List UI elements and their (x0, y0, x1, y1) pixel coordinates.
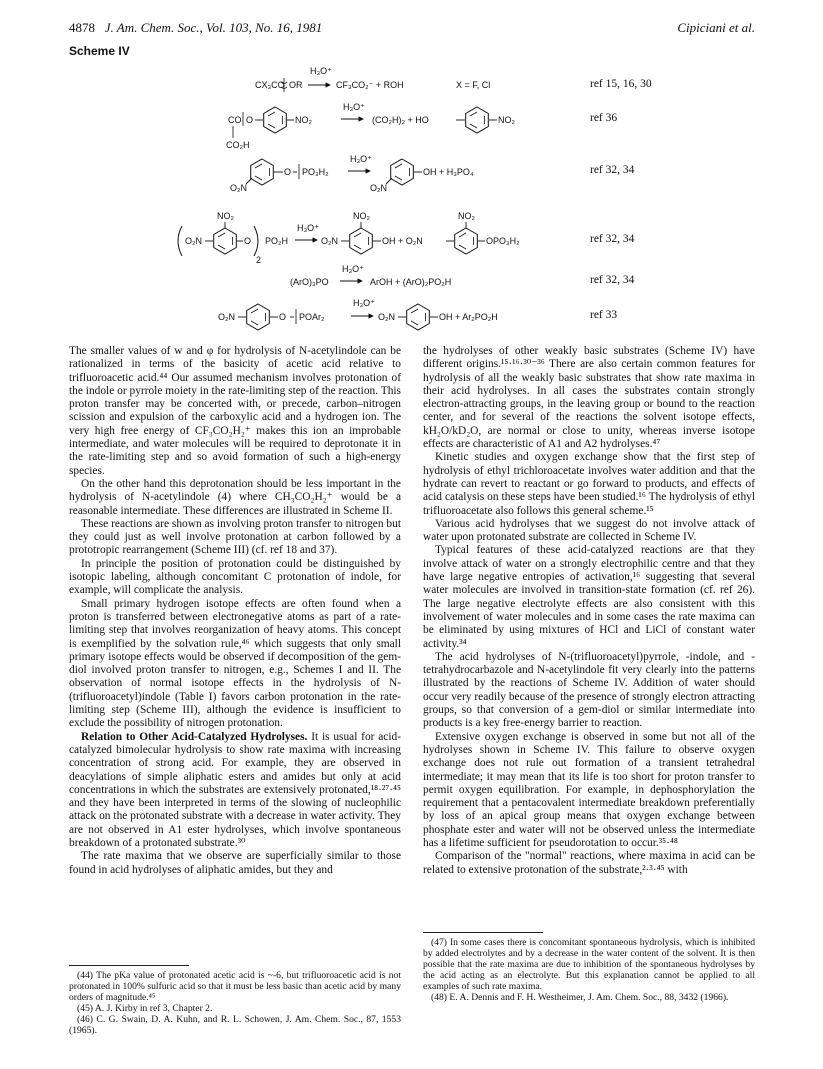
scheme-drawing (160, 60, 590, 342)
row5-reactant: (ArO)₃PO (290, 277, 329, 287)
paragraph: Extensive oxygen exchange is observed in some but not all of the hydrolyses shown in Scheme IV. This failure to observe oxygen exchange does not rule out formation of a transient tetrahedral intermediate; it may mean that its life is too short for proton transfer to permit oxygen equilibration. For example, in dephosphorylation the requirement that a pentacovalent intermediate breakdown preferentially by loss of an apical group means that oxygen exchange between phosphate ester and water will not be observed unless the intermediate has a lifetime sufficient for pseudorotation to occur.³⁵·⁴⁸ (423, 730, 755, 849)
row4-catalyst: H₃O⁺ (297, 223, 319, 233)
row4-phosphinic: PO₂H (265, 236, 288, 246)
row3-phosphono: PO₃H₂ (302, 167, 329, 177)
left-column (69, 345, 401, 877)
row5-products: ArOH + (ArO)₂PO₂H (370, 277, 452, 287)
ref-row2: ref 36 (590, 112, 618, 124)
journal-citation (69, 20, 322, 36)
paragraph: On the other hand this deprotonation should be less important in the hydrolysis of N-acetylindole (4) where CH₃CO₂H₂⁺ would be a reasonable intermediate. These differences are illustrated in Scheme II. (69, 477, 401, 517)
row4-phosphate: OPO₃H₂ (486, 236, 520, 246)
row2-nitro: NO₂ (295, 115, 312, 125)
row1-reactant: CX₃CO (255, 80, 285, 90)
row4-products: OH + O₂N (382, 236, 423, 246)
row6-products: OH + Ar₂PO₂H (439, 312, 498, 322)
paragraph: Small primary hydrogen isotope effects are often found when a proton is transferred between electronegative atoms as part of a rate-limiting step that involves reorganization of heavy atoms. This concept is exemplified by the solvation rule,⁴⁶ which suggests that only small primary isotope effects would be observed if decomposition of the gem-diol involved proton transfer to nitrogen, e.g., Schemes I and II. The observation of normal isotope effects in the hydrolysis of N-(trifluoroacetyl)indole (Table I) favors carbon protonation in the rate-limiting step (Scheme III), although the evidence is insufficient to exclude the possibility of nitrogen protonation. (69, 597, 401, 730)
paragraph: Comparison of the "normal" reactions, where maxima in acid can be related to extensive protonation of the substrate,²·³·⁴⁵ with (423, 850, 755, 876)
page-header (69, 20, 755, 40)
row1-condition: X = F, Cl (456, 80, 491, 90)
row2-nitro-product: NO₂ (498, 115, 515, 125)
row2-catalyst: H₃O⁺ (343, 102, 365, 112)
ref-row3: ref 32, 34 (590, 164, 635, 176)
reaction-scheme (160, 60, 720, 342)
footnote: (46) C. G. Swain, D. A. Kuhn, and R. L. Schowen, J. Am. Chem. Soc., 87, 1553 (1965). (69, 1014, 401, 1036)
page-number: 4878 (69, 20, 95, 35)
footnotes-right (423, 937, 755, 1003)
row3-catalyst: H₃O⁺ (350, 154, 372, 164)
ref-row1: ref 15, 16, 30 (590, 78, 652, 90)
row4-nitro-left: O₂N (185, 236, 202, 246)
row6-phosphinyl: POAr₂ (299, 312, 325, 322)
row2-carboxyl: CO₂H (226, 140, 250, 150)
paragraph: Typical features of these acid-catalyzed reactions are that they involve attack of water on a strongly electrophilic centre and that they have large negative entropies of activation,¹⁶ suggesting that several water molecules are involved in transition-state formation (cf. ref 26). The large negative electrolyte effects are also consistent with this involvement of water molecules and in some cases the rate maxima can be eliminated by using mixtures of HCl and LiCl of constant water activity.³⁴ (423, 544, 755, 650)
row6-oxygen: O (279, 312, 287, 322)
row3-oxygen: O (284, 167, 292, 177)
footnotes-left (69, 970, 401, 1036)
row4-product-nitro-top: NO₂ (353, 211, 370, 221)
footnote: (45) A. J. Kirby in ref 3, Chapter 2. (77, 1003, 213, 1014)
paragraph: The smaller values of w and φ for hydrolysis of N-acetylindole can be rationalized in terms of the basicity of acetic acid relative to trifluoroacetic acid.⁴⁴ Our assumed mechanism involves protonation of the indole or pyrrole moiety in the rate-limiting step of the reaction. This proton transfer may be concerted with, or precede, carbon–nitrogen scission and expulsion of the carboxylic acid and a hydrogen ion. The very high free energy of CF₃CO₂H₂⁺ makes this ion an improbable intermediate, and water molecules will be required to deprotonate it in the rate-limiting step and so avoid formation of such a high-energy species. (69, 345, 401, 477)
scheme-references (590, 60, 720, 342)
row2-reactant: CO (228, 115, 242, 125)
paragraph: In principle the position of protonation could be distinguished by isotopic labeling, although concomitant C protonation of indole, for example, will complicate the analysis. (69, 557, 401, 597)
paragraph: The acid hydrolyses of N-(trifluoroacetyl)pyrrole, -indole, and -tetrahydrocarbazole and N-acetylindole fit very clearly into the patterns illustrated by the reactions of Scheme IV. Addition of water should occur very readily because of the presence of strongly electron attracting groups, so that conversion of a gem-diol or similar intermediate into products is a key free-energy barrier to reaction. (423, 650, 755, 730)
row2-oxygen: O (246, 115, 254, 125)
row4-ester-nitro-top: NO₂ (458, 211, 475, 221)
ref-row6: ref 33 (590, 309, 618, 321)
ref-row4: ref 32, 34 (590, 233, 635, 245)
row1-ester-group: OR (289, 80, 303, 90)
journal-name: J. Am. Chem. Soc., Vol. 103, No. 16, 1981 (104, 20, 323, 35)
row6-catalyst: H₃O⁺ (353, 298, 375, 308)
scheme-title: Scheme IV (69, 44, 130, 58)
ref-row5: ref 32, 34 (590, 274, 635, 286)
row3-nitro: O₂N (230, 183, 247, 193)
paragraph: These reactions are shown as involving proton transfer to nitrogen but they could just as well involve protonation at carbon followed by a prototropic rearrangement (Scheme III) (cf. ref 18 and 37). (69, 517, 401, 557)
row1-catalyst: H₃O⁺ (310, 66, 332, 76)
row2-products: (CO₂H)₂ + HO (372, 115, 429, 125)
footnote: (47) In some cases there is concomitant spontaneous hydrolysis, which is inhibited by added electrolytes and by a decrease in the water content of the solvent. It is then possible that the rate maxima are due to inhibition of the spontaneous hydrolyses by the acid acting as an electrolyte. But this explanation cannot be applied to all examples of such rate maxima. (423, 937, 755, 992)
footnote: (44) The pKa value of protonated acetic acid is ~-6, but trifluoroacetic acid is not protonated in 100% sulfuric acid so that it must be less basic than acetic acid by many orders of magnitude.⁴⁵ (69, 970, 401, 1003)
paragraph: the hydrolyses of other weakly basic substrates (Scheme IV) have different origins.¹⁵·¹⁶·³⁰⁻³⁶ There are also certain common features for hydrolysis of all the weakly basic substrates that show rate maxima in their acid hydrolyses. In all cases the substrates contain strongly electron-attracting groups, in the leaving group or bound to the reaction center, and for several of the reactions the solvent isotope effects, kH₂O/kD₂O, are normal or close to unity, whereas inverse isotope effects are characteristic of A1 and A2 hydrolyses.⁴⁷ (423, 345, 755, 451)
row1-products: CF₃CO₂⁻ + ROH (336, 80, 404, 90)
paragraph: The rate maxima that we observe are superficially similar to those found in acid hydrolyses of aliphatic amides, but they and (69, 850, 401, 876)
footnote: (48) E. A. Dennis and F. H. Westheimer, J. Am. Chem. Soc., 88, 3432 (1966). (431, 992, 729, 1003)
footnote-divider (423, 932, 543, 933)
row3-products: OH + H₃PO₄ (423, 167, 474, 177)
row6-nitro: O₂N (218, 312, 235, 322)
row5-catalyst: H₃O⁺ (342, 264, 364, 274)
row6-product-nitro: O₂N (378, 312, 395, 322)
section-heading: Relation to Other Acid-Catalyzed Hydrolyses. (81, 730, 308, 743)
running-authors: Cipiciani et al. (677, 20, 755, 35)
paragraph: Kinetic studies and oxygen exchange show that the first step of hydrolysis of ethyl trichloroacetate involves water addition and that the hydrate can revert to reactant or go forward to products, and effects of acid catalysis on these steps have been studied.¹⁶ The hydrolysis of ethyl trifluoroacetate also follows this general scheme.¹⁵ (423, 451, 755, 517)
row4-product-nitro: O₂N (321, 236, 338, 246)
paragraph: Various acid hydrolyses that we suggest do not involve attack of water upon protonated substrate are collected in Scheme IV. (423, 517, 755, 544)
footnote-divider (69, 965, 189, 966)
row4-nitro-top: NO₂ (217, 211, 234, 221)
paragraph (69, 731, 401, 851)
row3-product-nitro: O₂N (370, 183, 387, 193)
section-text: It is usual for acid-catalyzed bimolecular hydrolysis to show rate maxima with increasing concentration of strong acid. For example, they are observed in deacylations of simple aliphatic esters and amides but only at acid concentrations in which the substrates are extensively protonated,¹⁸·²⁷·⁴⁵ and they have been interpreted in terms of the slowing of nucleophilic attack on the protonated substrate with a decrease in water activity. They are not observed in A1 ester hydrolyses, which involve spontaneous breakdown of a protonated substrate.³⁰ (69, 730, 401, 849)
row4-subscript: 2 (256, 255, 262, 265)
right-column (423, 345, 755, 877)
row4-oxygen: O (244, 236, 252, 246)
